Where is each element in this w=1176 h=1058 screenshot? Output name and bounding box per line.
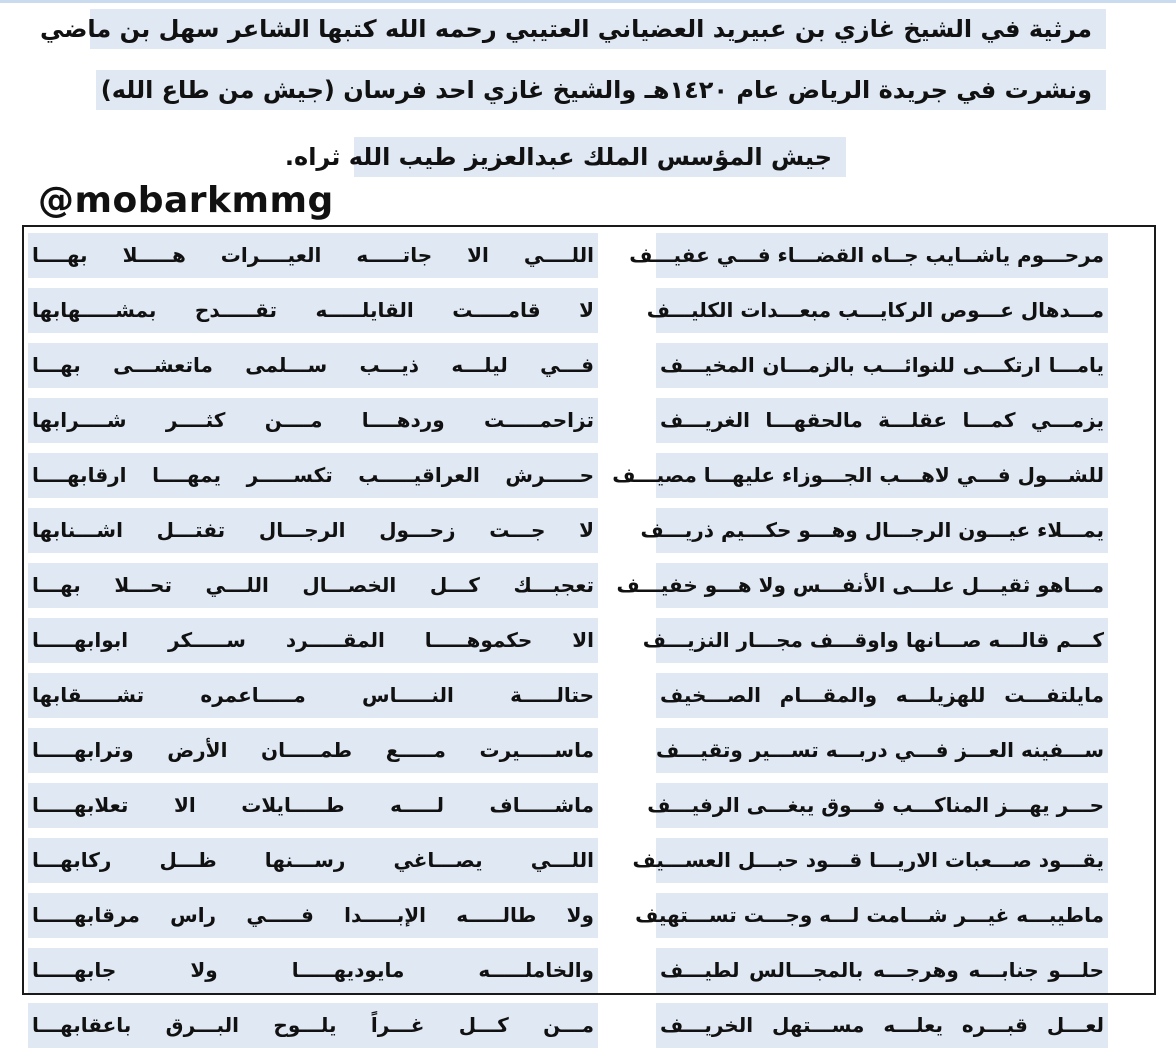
- verse-line: ســـفينه العـــز فـــي دربـــه تســـير وتقيـــف: [656, 728, 1108, 773]
- poem-column-second-hemistichs: [28, 233, 598, 1058]
- verse-line: لا قامـــــت القايلـــــه تقـــــدح بمشـــــهابها: [28, 288, 598, 333]
- verse-line: تعجبـــك كـــل الخصـــال اللـــي تحـــلا بهـــا: [28, 563, 598, 608]
- verse-line: حـــــرش العراقيـــــب تكســـــر يمهــــا ارقابهــــا: [28, 453, 598, 498]
- verse-line: حتالـــــة النـــــاس مـــــاعمره تشـــــقابها: [28, 673, 598, 718]
- verse-line: ولا طالـــــه الإبـــــدا فـــــي راس مرقابهـــــا: [28, 893, 598, 938]
- verse-line: حـــر يهـــز المناكـــب فـــوق يبغـــى الرفيـــف: [656, 783, 1108, 828]
- top-divider: [0, 0, 1176, 3]
- verse-line: ماشـــــاف لـــــه طـــــايلات الا تعلابهـــــا: [28, 783, 598, 828]
- verse-line: يمـــلاء عيـــون الرجـــال وهـــو حكـــيم ذريـــف: [656, 508, 1108, 553]
- social-handle-watermark: @mobarkmmg: [38, 180, 334, 221]
- verse-line: يامـــا ارتكـــى للنوائـــب بالزمـــان المخيـــف: [656, 343, 1108, 388]
- verse-line: مـــدهال عـــوص الركايـــب مبعـــدات الكليـــف: [656, 288, 1108, 333]
- verse-line: لعـــل قبـــره يعلـــه مســـتهل الخريـــف: [656, 1003, 1108, 1048]
- verse-line: الا حكموهـــــا المقـــــرد ســـــكر ابوابهـــــا: [28, 618, 598, 663]
- header-line-2: ونشرت في جريدة الرياض عام ١٤٢٠هـ والشيخ غازي احد فرسان (جيش من طاع الله): [96, 70, 1106, 110]
- verse-line: مرحـــوم ياشــايب جــاه القضـــاء فـــي عفيـــف: [656, 233, 1108, 278]
- verse-line: للشـــول فـــي لاهـــب الجـــوزاء عليهـــا مصيـــف: [656, 453, 1108, 498]
- verse-line: والخاملـــــه مايوديهـــــا ولا جابهـــــا: [28, 948, 598, 993]
- verse-line: ماســـــيرت مـــــع طمـــــان الأرض وترابهـــــا: [28, 728, 598, 773]
- verse-line: يزمـــي كمـــا عقلـــة مالحقهـــا الغريـــف: [656, 398, 1108, 443]
- verse-line: لا جـــت زحـــول الرجـــال تفتـــل اشـــنابها: [28, 508, 598, 553]
- verse-line: اللـــي يصـــاغي رســـنها ظـــل ركابهـــا: [28, 838, 598, 883]
- header-line-3: جيش المؤسس الملك عبدالعزيز طيب الله ثراه.: [354, 137, 846, 177]
- poem-column-first-hemistichs: [612, 233, 1108, 1058]
- verse-line: اللــــي الا جاتـــــه العيــــرات هـــــلا بهــــا: [28, 233, 598, 278]
- verse-line: تزاحمـــــت وردهــــا مــــن كثــــر شــــرابها: [28, 398, 598, 443]
- verse-line: فـــي ليلـــه ذيـــب ســـلمى ماتعشـــى بهـــا: [28, 343, 598, 388]
- verse-line: مـــن كـــل غـــراً يلـــوح البـــرق باعقابهـــا: [28, 1003, 598, 1048]
- verse-line: كـــم قالـــه صـــانها واوقـــف مجـــار النزيـــف: [656, 618, 1108, 663]
- verse-line: حلـــو جنابـــه وهرجـــه بالمجـــالس لطيـــف: [656, 948, 1108, 993]
- verse-line: مـــاهو ثقيـــل علـــى الأنفـــس ولا هـــو خفيـــف: [656, 563, 1108, 608]
- header-line-1: مرثية في الشيخ غازي بن عبيريد العضياني العتيبي رحمه الله كتبها الشاعر سهل بن ماضي: [90, 9, 1106, 49]
- verse-line: يقـــود صـــعبات الاريـــا قـــود حبـــل العســـيف: [656, 838, 1108, 883]
- verse-line: مايلتفـــت للهزيلـــه والمقـــام الصـــخيف: [656, 673, 1108, 718]
- verse-line: ماطيبـــه غيـــر شـــامت لـــه وجـــت تســـتهيف: [656, 893, 1108, 938]
